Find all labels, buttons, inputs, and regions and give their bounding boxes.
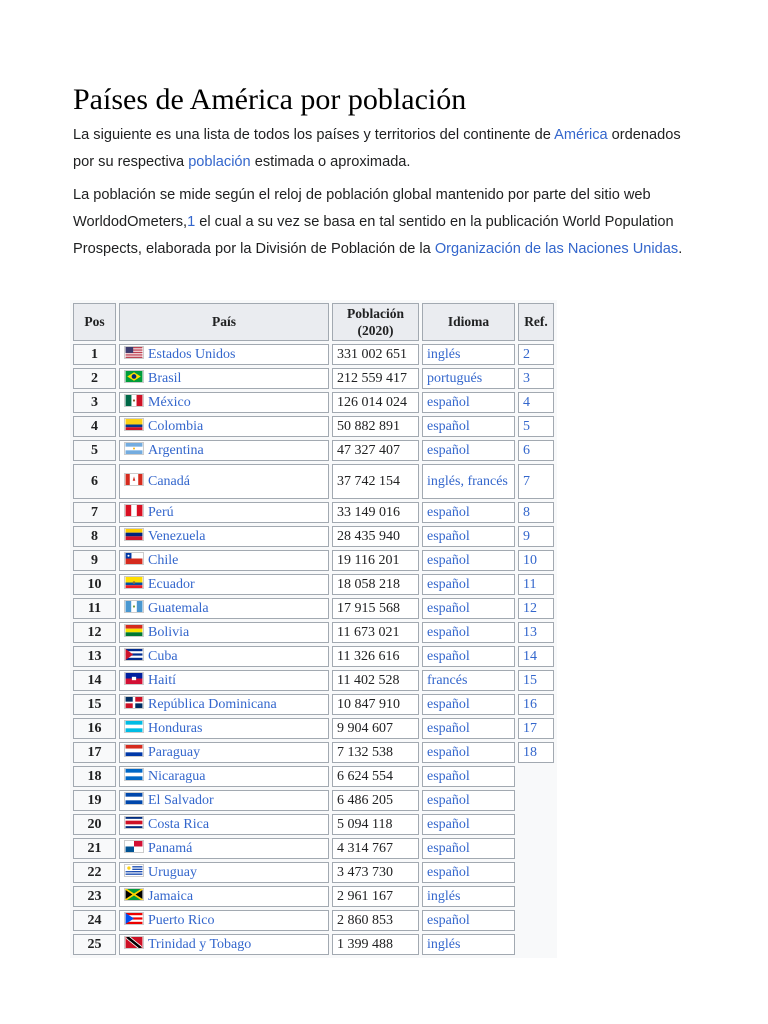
language-cell[interactable]	[422, 598, 515, 619]
ref-link[interactable]: 15	[523, 672, 537, 688]
country-cell	[119, 814, 329, 835]
pos-cell: 22	[73, 862, 116, 883]
flag-ve-icon	[124, 528, 144, 541]
ref-cell[interactable]	[518, 526, 554, 547]
pos-cell: 12	[73, 622, 116, 643]
ref-cell[interactable]	[518, 694, 554, 715]
ref-link[interactable]: 11	[523, 576, 537, 592]
language-link[interactable]: español	[427, 600, 470, 616]
ref-link[interactable]: 2	[523, 346, 530, 362]
language-cell[interactable]	[422, 910, 515, 931]
language-cell[interactable]	[422, 790, 515, 811]
language-link[interactable]: español	[427, 648, 470, 664]
ref-link[interactable]: 4	[523, 394, 530, 410]
table-row	[73, 344, 554, 365]
table-row	[73, 440, 554, 461]
ref-cell-empty	[518, 910, 554, 931]
population-cell: 6 486 205	[332, 790, 419, 811]
article	[73, 82, 683, 263]
language-link[interactable]: español	[427, 504, 470, 520]
pos-cell: 16	[73, 718, 116, 739]
flag-co-icon	[124, 418, 144, 431]
pos-cell: 20	[73, 814, 116, 835]
table-row	[73, 718, 554, 739]
language-cell[interactable]	[422, 344, 515, 365]
pos-cell: 21	[73, 838, 116, 859]
table-header-row	[73, 303, 554, 341]
country-cell	[119, 910, 329, 931]
pos-cell: 2	[73, 368, 116, 389]
ref-link[interactable]: 18	[523, 744, 537, 760]
ref-link[interactable]: 12	[523, 600, 537, 616]
flag-cr-icon	[124, 816, 144, 829]
ref-cell[interactable]	[518, 622, 554, 643]
flag-us-icon	[124, 346, 144, 359]
intro-text-2: ordenados por su respectiva	[73, 127, 681, 170]
pos-cell: 15	[73, 694, 116, 715]
flag-cu-icon	[124, 648, 144, 661]
header-poblacion[interactable]: Población (2020)	[332, 303, 419, 341]
pos-cell: 13	[73, 646, 116, 667]
language-link[interactable]: español	[427, 394, 470, 410]
pos-cell: 1	[73, 344, 116, 365]
header-ref[interactable]: Ref.	[518, 303, 554, 341]
table-row	[73, 862, 554, 883]
flag-uy-icon	[124, 864, 144, 877]
flag-cl-icon	[124, 552, 144, 565]
ref-cell[interactable]	[518, 742, 554, 763]
country-link[interactable]: Nicaragua	[148, 769, 206, 784]
country-link[interactable]: Panamá	[148, 841, 193, 856]
language-link[interactable]: español	[427, 696, 470, 712]
table-row	[73, 598, 554, 619]
language-link[interactable]: español	[427, 442, 470, 458]
population-cell: 6 624 554	[332, 766, 419, 787]
country-cell	[119, 526, 329, 547]
country-link[interactable]: Uruguay	[148, 865, 197, 880]
ref-cell[interactable]	[518, 670, 554, 691]
source-text-3: .	[678, 241, 683, 257]
table-row	[73, 742, 554, 763]
population-cell: 11 402 528	[332, 670, 419, 691]
pos-cell: 8	[73, 526, 116, 547]
ref-link[interactable]: 16	[523, 696, 537, 712]
table-row	[73, 790, 554, 811]
country-link[interactable]: Honduras	[148, 721, 203, 736]
pos-cell: 9	[73, 550, 116, 571]
ref-cell[interactable]	[518, 392, 554, 413]
table-row	[73, 574, 554, 595]
ref-cell[interactable]	[518, 574, 554, 595]
flag-bo-icon	[124, 624, 144, 637]
ref-cell[interactable]	[518, 718, 554, 739]
ref-link[interactable]: 17	[523, 720, 537, 736]
pos-cell: 14	[73, 670, 116, 691]
country-link[interactable]: El Salvador	[148, 793, 214, 808]
language-cell[interactable]	[422, 838, 515, 859]
population-cell: 11 673 021	[332, 622, 419, 643]
country-link[interactable]: Venezuela	[148, 529, 206, 544]
language-link[interactable]: español	[427, 816, 470, 832]
flag-sv-icon	[124, 792, 144, 805]
country-cell	[119, 862, 329, 883]
intro-text-1: La siguiente es una lista de todos los países y territorios del continente de	[73, 127, 555, 143]
language-cell[interactable]	[422, 464, 515, 499]
country-cell	[119, 790, 329, 811]
language-link[interactable]: español	[427, 912, 470, 928]
flag-br-icon	[124, 370, 144, 383]
table-row	[73, 886, 554, 907]
population-cell: 28 435 940	[332, 526, 419, 547]
ref-link-1[interactable]: 1	[187, 214, 196, 230]
ref-cell[interactable]	[518, 502, 554, 523]
flag-pe-icon	[124, 504, 144, 517]
table-row	[73, 416, 554, 437]
country-cell	[119, 550, 329, 571]
language-cell[interactable]	[422, 622, 515, 643]
ref-link[interactable]: 10	[523, 552, 537, 568]
country-cell	[119, 368, 329, 389]
country-link[interactable]: Paraguay	[148, 745, 201, 760]
ref-link[interactable]: 3	[523, 370, 530, 386]
language-link[interactable]: español	[427, 528, 470, 544]
population-cell: 1 399 488	[332, 934, 419, 955]
ref-cell[interactable]	[518, 646, 554, 667]
link-onu[interactable]: Organización de las Naciones Unidas	[434, 241, 679, 257]
ref-cell-empty	[518, 934, 554, 955]
country-cell	[119, 502, 329, 523]
ref-cell[interactable]	[518, 440, 554, 461]
pos-cell: 10	[73, 574, 116, 595]
language-link[interactable]: español	[427, 720, 470, 736]
country-cell	[119, 718, 329, 739]
population-table	[70, 300, 557, 958]
population-cell: 17 915 568	[332, 598, 419, 619]
country-link[interactable]: México	[148, 395, 191, 410]
page-title: Países de América por población	[73, 83, 467, 116]
ref-cell-empty	[518, 838, 554, 859]
population-cell: 11 326 616	[332, 646, 419, 667]
flag-ar-icon	[124, 442, 144, 455]
country-link[interactable]: Brasil	[148, 371, 182, 386]
language-link[interactable]: español	[427, 418, 470, 434]
pos-cell: 19	[73, 790, 116, 811]
country-link[interactable]: República Dominicana	[148, 697, 277, 712]
country-cell	[119, 344, 329, 365]
language-cell[interactable]	[422, 718, 515, 739]
population-cell: 2 860 853	[332, 910, 419, 931]
country-cell	[119, 598, 329, 619]
country-cell	[119, 886, 329, 907]
country-cell	[119, 392, 329, 413]
ref-cell[interactable]	[518, 416, 554, 437]
population-cell: 3 473 730	[332, 862, 419, 883]
language-link[interactable]: inglés	[427, 346, 461, 362]
population-cell: 212 559 417	[332, 368, 419, 389]
population-cell: 331 002 651	[332, 344, 419, 365]
ref-cell-empty	[518, 766, 554, 787]
country-cell	[119, 622, 329, 643]
pos-cell: 24	[73, 910, 116, 931]
language-link[interactable]: portugués	[427, 370, 483, 386]
language-link[interactable]: español	[427, 840, 470, 856]
table-row	[73, 526, 554, 547]
country-link[interactable]: Argentina	[148, 443, 204, 458]
country-cell	[119, 742, 329, 763]
language-cell[interactable]	[422, 670, 515, 691]
flag-jm-icon	[124, 888, 144, 901]
pos-cell: 18	[73, 766, 116, 787]
pos-cell: 6	[73, 464, 116, 499]
flag-pa-icon	[124, 840, 144, 853]
population-cell: 4 314 767	[332, 838, 419, 859]
flag-pr-icon	[124, 912, 144, 925]
ref-cell-empty	[518, 862, 554, 883]
language-cell[interactable]	[422, 440, 515, 461]
language-cell[interactable]	[422, 550, 515, 571]
ref-cell[interactable]	[518, 368, 554, 389]
table-body	[73, 344, 554, 955]
country-link[interactable]: Canadá	[148, 474, 190, 489]
country-link[interactable]: Perú	[148, 505, 174, 520]
ref-cell[interactable]	[518, 344, 554, 365]
intro-paragraph	[73, 122, 683, 176]
ref-link[interactable]: 9	[523, 528, 530, 544]
country-link[interactable]: Costa Rica	[148, 817, 210, 832]
table-row	[73, 814, 554, 835]
table-row	[73, 694, 554, 715]
language-cell[interactable]	[422, 526, 515, 547]
country-link[interactable]: Guatemala	[148, 601, 209, 616]
ref-link[interactable]: 14	[523, 648, 537, 664]
country-cell	[119, 574, 329, 595]
country-link[interactable]: Ecuador	[148, 577, 195, 592]
language-link[interactable]: español	[427, 744, 470, 760]
flag-do-icon	[124, 696, 144, 709]
country-cell	[119, 646, 329, 667]
pos-cell: 23	[73, 886, 116, 907]
ref-link[interactable]: 8	[523, 504, 530, 520]
flag-ni-icon	[124, 768, 144, 781]
table-row	[73, 910, 554, 931]
country-link[interactable]: Bolivia	[148, 625, 190, 640]
ref-cell-empty	[518, 790, 554, 811]
ref-cell[interactable]	[518, 464, 554, 499]
language-cell[interactable]	[422, 886, 515, 907]
pos-cell: 3	[73, 392, 116, 413]
language-link[interactable]: inglés, francés	[427, 473, 508, 489]
country-cell	[119, 766, 329, 787]
table-row	[73, 838, 554, 859]
country-link[interactable]: Jamaica	[148, 889, 194, 904]
ref-link[interactable]: 5	[523, 418, 530, 434]
language-cell[interactable]	[422, 368, 515, 389]
country-link[interactable]: Trinidad y Tobago	[148, 937, 252, 952]
flag-ec-icon	[124, 576, 144, 589]
ref-cell-empty	[518, 886, 554, 907]
flag-hn-icon	[124, 720, 144, 733]
country-cell	[119, 670, 329, 691]
pos-cell: 25	[73, 934, 116, 955]
country-link[interactable]: Estados Unidos	[148, 347, 236, 362]
population-cell: 9 904 607	[332, 718, 419, 739]
ref-link[interactable]: 7	[523, 473, 530, 489]
population-cell: 19 116 201	[332, 550, 419, 571]
pos-cell: 4	[73, 416, 116, 437]
header-pais[interactable]: País	[119, 303, 329, 341]
flag-gt-icon	[124, 600, 144, 613]
flag-ca-icon	[124, 473, 144, 486]
ref-cell-empty	[518, 814, 554, 835]
population-cell: 10 847 910	[332, 694, 419, 715]
table-row	[73, 934, 554, 955]
header-idioma[interactable]: Idioma	[422, 303, 515, 341]
language-cell[interactable]	[422, 814, 515, 835]
flag-mx-icon	[124, 394, 144, 407]
link-america[interactable]: América	[554, 127, 608, 143]
population-cell: 126 014 024	[332, 392, 419, 413]
country-cell	[119, 416, 329, 437]
language-link[interactable]: español	[427, 624, 470, 640]
population-cell: 47 327 407	[332, 440, 419, 461]
table-row	[73, 622, 554, 643]
population-cell: 18 058 218	[332, 574, 419, 595]
country-link[interactable]: Chile	[148, 553, 179, 568]
language-link[interactable]: inglés	[427, 888, 461, 904]
pos-cell: 17	[73, 742, 116, 763]
language-link[interactable]: español	[427, 576, 470, 592]
table-row	[73, 392, 554, 413]
flag-ht-icon	[124, 672, 144, 685]
table-row	[73, 368, 554, 389]
language-link[interactable]: español	[427, 792, 470, 808]
population-cell: 7 132 538	[332, 742, 419, 763]
language-link[interactable]: inglés	[427, 936, 461, 952]
country-cell	[119, 694, 329, 715]
pos-cell: 7	[73, 502, 116, 523]
language-cell[interactable]	[422, 694, 515, 715]
table-row	[73, 550, 554, 571]
language-cell[interactable]	[422, 646, 515, 667]
ref-cell[interactable]	[518, 598, 554, 619]
country-cell	[119, 464, 329, 499]
flag-py-icon	[124, 744, 144, 757]
population-cell: 5 094 118	[332, 814, 419, 835]
country-link[interactable]: Cuba	[148, 649, 178, 664]
population-cell: 2 961 167	[332, 886, 419, 907]
population-cell: 50 882 891	[332, 416, 419, 437]
language-cell[interactable]	[422, 574, 515, 595]
language-cell[interactable]	[422, 862, 515, 883]
language-link[interactable]: español	[427, 552, 470, 568]
country-link[interactable]: Haití	[148, 673, 176, 688]
language-cell[interactable]	[422, 766, 515, 787]
language-cell[interactable]	[422, 934, 515, 955]
country-link[interactable]: Colombia	[148, 419, 204, 434]
ref-cell[interactable]	[518, 550, 554, 571]
table-row	[73, 766, 554, 787]
table-row	[73, 464, 554, 499]
language-link[interactable]: español	[427, 768, 470, 784]
language-link[interactable]: español	[427, 864, 470, 880]
language-cell[interactable]	[422, 742, 515, 763]
pos-cell: 5	[73, 440, 116, 461]
source-text-1: La población se mide según el reloj de población global mantenido por parte del sitio web WorldodOmeters,	[73, 187, 651, 230]
population-cell: 37 742 154	[332, 464, 419, 499]
language-cell[interactable]	[422, 416, 515, 437]
header-pos[interactable]: Pos	[73, 303, 116, 341]
language-cell[interactable]	[422, 392, 515, 413]
table-row	[73, 670, 554, 691]
table-row	[73, 646, 554, 667]
link-poblacion[interactable]: población	[188, 154, 251, 170]
intro-text-3: estimada o aproximada.	[250, 154, 411, 170]
source-text-2: el cual a su vez se basa en tal sentido en la publicación World Population Prospects, elaborada por la División de Población de la	[73, 214, 674, 257]
table-row	[73, 502, 554, 523]
language-link[interactable]: francés	[427, 672, 468, 688]
flag-tt-icon	[124, 936, 144, 949]
language-cell[interactable]	[422, 502, 515, 523]
pos-cell: 11	[73, 598, 116, 619]
country-cell	[119, 440, 329, 461]
source-paragraph	[73, 182, 683, 263]
ref-link[interactable]: 6	[523, 442, 530, 458]
ref-link[interactable]: 13	[523, 624, 537, 640]
country-cell	[119, 934, 329, 955]
country-cell	[119, 838, 329, 859]
country-link[interactable]: Puerto Rico	[148, 913, 215, 928]
population-cell: 33 149 016	[332, 502, 419, 523]
